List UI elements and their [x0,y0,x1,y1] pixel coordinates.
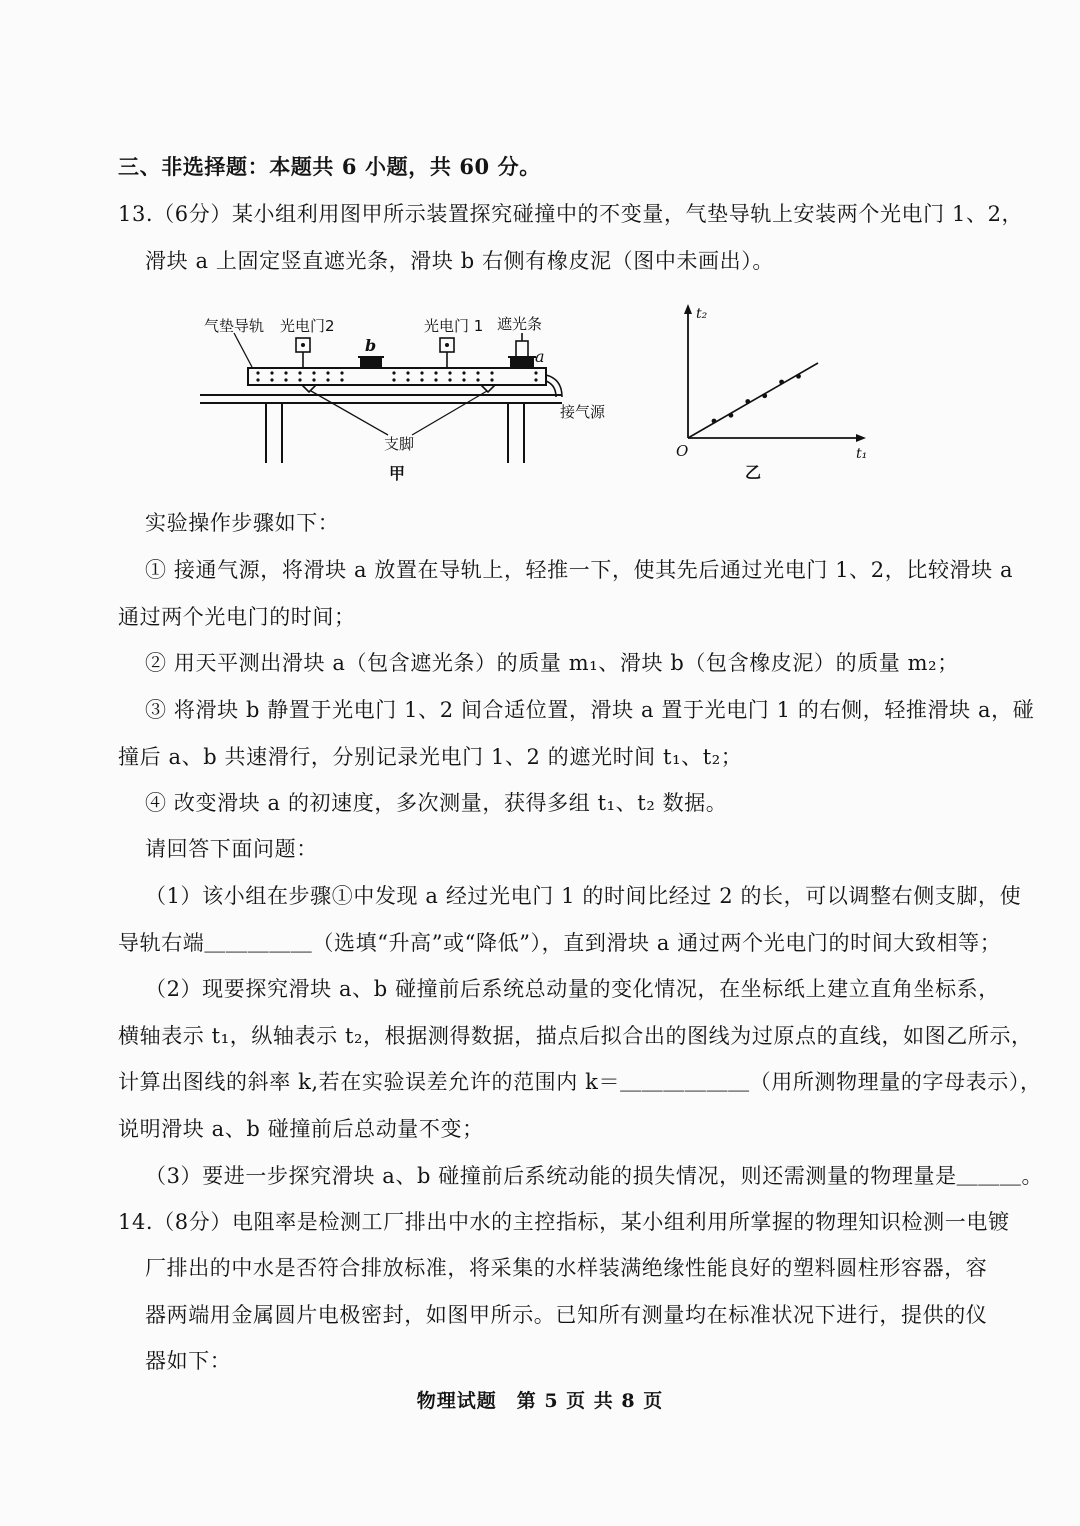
foot-right [481,385,495,392]
label-slider-a: a [535,347,545,366]
step-1a: ① 接通气源，将滑块 a 放置在导轨上，轻推一下，使其先后通过光电门 1、2，比较滑块 a [145,558,1014,582]
label-photogate-1: 光电门 1 [424,317,484,335]
part2-line2: 横轴表示 t₁，纵轴表示 t₂，根据测得数据，描点后拟合出的图线为过原点的直线，如图乙所示， [118,1024,1033,1048]
axis-x-label: t₁ [856,446,868,462]
step-4: ④ 改变滑块 a 的初速度，多次测量，获得多组 t₁、t₂ 数据。 [145,791,728,815]
air-track-rail [248,368,546,385]
q13-line2: 滑块 a 上固定竖直遮光条，滑块 b 右侧有橡皮泥（图中未画出）。 [145,249,774,273]
q14-line4: 器如下： [145,1349,232,1373]
step-3a: ③ 将滑块 b 静置于光电门 1、2 间合适位置，滑块 a 置于光电门 1 的右侧，轻推滑块 a，碰 [145,698,1035,722]
q13-line1: 13.（6分）某小组利用图甲所示装置探究碰撞中的不变量，气垫导轨上安装两个光电门 1、2， [118,202,1024,226]
part3-line: （3）要进一步探究滑块 a、b 碰撞前后系统动能的损失情况，则还需测量的物理量是＿＿＿。 [145,1164,1044,1188]
ask-title: 请回答下面问题： [145,837,318,861]
part1-line2: 导轨右端＿＿＿＿＿（选填“升高”或“降低”），直到滑块 a 通过两个光电门的时间大致相等； [118,931,1002,955]
slider-b [360,357,382,369]
step-1b: 通过两个光电门的时间； [118,605,356,629]
label-slider-b: b [365,336,377,355]
part2-line3: 计算出图线的斜率 k,若在实验误差允许的范围内 k＝＿＿＿＿＿＿（用所测物理量的字母表示）， [118,1070,1042,1094]
q14-line1: 14.（8分）电阻率是检测工厂排出中水的主控指标，某小组利用所掌握的物理知识检测一电镀 [118,1210,1010,1234]
label-photogate-2: 光电门2 [280,317,335,335]
steps-title: 实验操作步骤如下： [145,511,340,535]
part2-line4: 说明滑块 a、b 碰撞前后总动量不变； [118,1117,484,1141]
q14-line3: 器两端用金属圆片电极密封，如图甲所示。已知所有测量均在标准状况下进行，提供的仪 [145,1303,988,1327]
part2-line1: （2）现要探究滑块 a、b 碰撞前后系统总动量的变化情况，在坐标纸上建立直角坐标系， [145,977,1000,1001]
part1-line1: （1）该小组在步骤①中发现 a 经过光电门 1 的时间比经过 2 的长，可以调整右侧支脚，使 [145,884,1022,908]
foot-left [302,385,316,392]
figure-jia-air-track [190,305,630,490]
data-point [729,413,734,418]
q14-line2: 厂排出的中水是否符合排放标准，将采集的水样装满绝缘性能良好的塑料圆柱形容器，容 [145,1256,988,1280]
section-title: 三、非选择题：本题共 6 小题，共 60 分。 [118,154,541,179]
page-footer: 物理试题 第 5 页 共 8 页 [416,1390,664,1412]
air-hose [546,375,562,397]
data-point [712,419,717,424]
origin-label: O [676,442,689,460]
data-point [762,393,767,398]
air-holes [256,371,537,381]
caption-jia: 甲 [389,464,406,483]
step-3b: 撞后 a、b 共速滑行，分别记录光电门 1、2 的遮光时间 t₁、t₂； [118,745,743,769]
label-air-track: 气垫导轨 [204,317,265,335]
slider-a [510,357,534,369]
data-point [779,380,784,385]
axis-y-label: t₂ [696,306,708,322]
figure-yi-graph [670,300,890,490]
label-foot: 支脚 [384,435,415,453]
step-2: ② 用天平测出滑块 a（包含遮光条）的质量 m₁、滑块 b（包含橡皮泥）的质量 m₂； [145,651,959,675]
label-air-source: 接气源 [560,403,606,421]
data-point [745,399,750,404]
label-strip: 遮光条 [497,315,543,333]
light-blocking-strip [516,341,528,357]
caption-yi: 乙 [745,463,762,482]
data-point [796,374,801,379]
